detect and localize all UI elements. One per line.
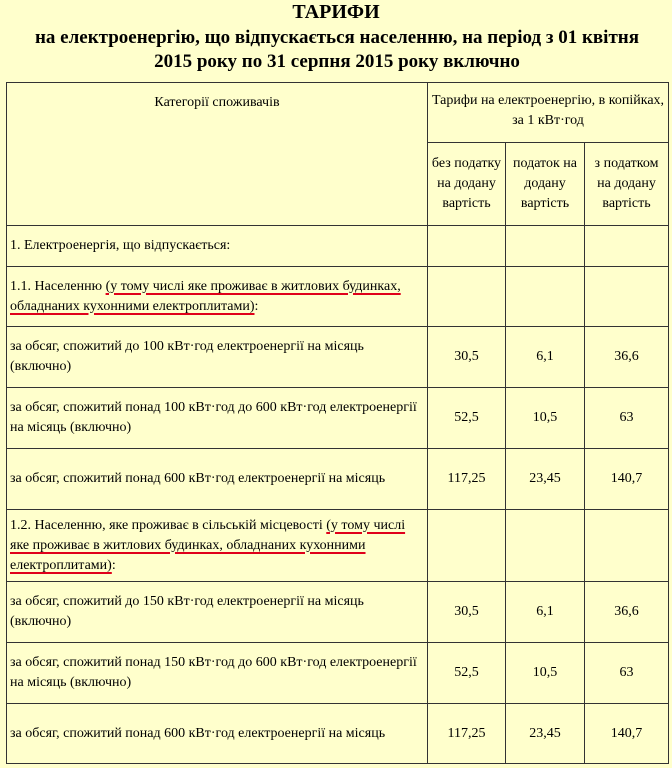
- value-no-vat: 30,5: [428, 582, 506, 643]
- value-no-vat: 52,5: [428, 388, 506, 449]
- row-label: за обсяг, спожитий понад 150 кВт·год до 600 кВт·год електроенергії на місяць (включно): [7, 643, 428, 704]
- section-row: [7, 226, 669, 267]
- empty-cell: [506, 267, 585, 327]
- table-row: [7, 388, 669, 449]
- section-underlined-note: (у тому числі яке проживає в житлових будинках, обладнаних кухонними електроплитами): [10, 278, 401, 314]
- section-prefix: 1.2. Населенню, яке проживає в сільській місцевості: [10, 517, 327, 533]
- tariff-table: [6, 82, 669, 764]
- value-with-vat: 140,7: [585, 704, 669, 764]
- section-suffix: :: [111, 557, 116, 573]
- header-vat: податок на додану вартість: [506, 143, 585, 226]
- empty-cell: [428, 226, 506, 267]
- value-with-vat: 36,6: [585, 582, 669, 643]
- value-vat: 23,45: [506, 449, 585, 510]
- value-no-vat: 117,25: [428, 449, 506, 510]
- row-label: за обсяг, спожитий понад 600 кВт·год електроенергії на місяць: [7, 449, 428, 510]
- empty-cell: [428, 510, 506, 582]
- header-category: Категорії споживачів: [7, 83, 428, 226]
- value-with-vat: 63: [585, 388, 669, 449]
- section-1-label: 1. Електроенергія, що відпускається:: [7, 226, 428, 267]
- table-row: [7, 643, 669, 704]
- section-row: [7, 267, 669, 327]
- empty-cell: [585, 510, 669, 582]
- table-row: [7, 704, 669, 764]
- value-vat: 6,1: [506, 327, 585, 388]
- empty-cell: [506, 510, 585, 582]
- table-row: [7, 449, 669, 510]
- document-title: ТАРИФИ: [292, 1, 380, 23]
- value-vat: 23,45: [506, 704, 585, 764]
- value-with-vat: 63: [585, 643, 669, 704]
- value-vat: 10,5: [506, 643, 585, 704]
- section-1-1-label: [7, 267, 428, 327]
- row-label: за обсяг, спожитий понад 100 кВт·год до 600 кВт·год електроенергії на місяць (включно): [7, 388, 428, 449]
- document-subtitle: на електроенергію, що відпускається населенню, на період з 01 квітня 2015 року по 31 серпня 2015 року включно: [34, 27, 640, 72]
- empty-cell: [585, 226, 669, 267]
- value-vat: 10,5: [506, 388, 585, 449]
- empty-cell: [428, 267, 506, 327]
- header-no-vat: без податку на додану вартість: [428, 143, 506, 226]
- section-suffix: :: [254, 298, 259, 314]
- row-label: за обсяг, спожитий до 100 кВт·год електроенергії на місяць (включно): [7, 327, 428, 388]
- value-no-vat: 30,5: [428, 327, 506, 388]
- value-with-vat: 36,6: [585, 327, 669, 388]
- section-underlined-note: (у тому числі яке проживає в житлових будинках, обладнаних кухонними електроплитами): [10, 517, 406, 573]
- row-label: за обсяг, спожитий понад 600 кВт·год електроенергії на місяць: [7, 704, 428, 764]
- value-with-vat: 140,7: [585, 449, 669, 510]
- table-row: [7, 582, 669, 643]
- empty-cell: [506, 226, 585, 267]
- section-prefix: 1.1. Населенню: [10, 278, 106, 294]
- value-vat: 6,1: [506, 582, 585, 643]
- value-no-vat: 117,25: [428, 704, 506, 764]
- section-1-2-label: [7, 510, 428, 582]
- table-row: [7, 327, 669, 388]
- header-row: [7, 83, 669, 143]
- header-with-vat: з податком на додану вартість: [585, 143, 669, 226]
- value-no-vat: 52,5: [428, 643, 506, 704]
- section-row: [7, 510, 669, 582]
- header-tariffs: Тарифи на електроенергію, в копійках, за 1 кВт·год: [428, 83, 669, 143]
- empty-cell: [585, 267, 669, 327]
- row-label: за обсяг, спожитий до 150 кВт·год електроенергії на місяць (включно): [7, 582, 428, 643]
